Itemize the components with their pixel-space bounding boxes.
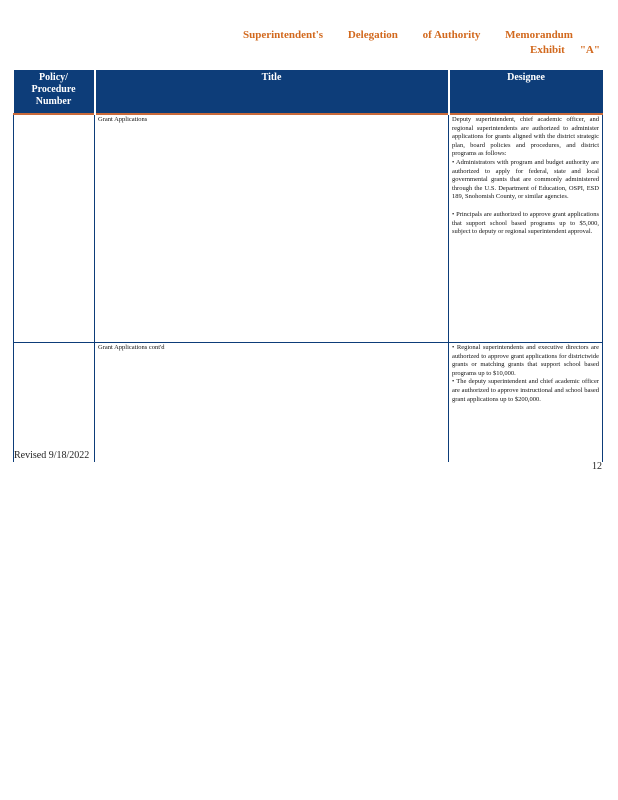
column-header-title: Title [95, 70, 449, 114]
revised-date: Revised 9/18/2022 [14, 450, 90, 461]
table-header-row [14, 70, 603, 114]
title-cell: Grant Applications [95, 114, 449, 343]
designee-paragraph: • Administrators with program and budget authority are authorized to apply for federal, state and local governmental grants that are commonly administered through the U.S. Department of Education, OSPI, ESD 189, Snohomish County, or similar agencies. [452, 158, 599, 201]
title-word: Memorandum [505, 29, 573, 41]
memo-title-line1 [243, 29, 573, 41]
title-word: Superintendent's [243, 29, 324, 41]
title-word: of Authority [422, 29, 481, 41]
designee-paragraph: Deputy superintendent, chief academic officer, and regional superintendents are authorized to administer applications for grants aligned with the district strategic plan, board policies and procedures, and district programs as follows: [452, 116, 599, 158]
delegation-table [13, 70, 603, 462]
designee-paragraph: • Principals are authorized to approve grant applications that support school based programs up to $5,000, subject to deputy or regional superintendent approval. [452, 210, 599, 236]
table-row [14, 114, 603, 343]
table-row [14, 343, 603, 463]
column-header-designee: Designee [449, 70, 603, 114]
column-header-policy-number: Policy/ Procedure Number [14, 70, 95, 114]
memo-title-line2 [530, 44, 600, 56]
designee-paragraph: • The deputy superintendent and chief academic officer are authorized to approve instructional and school based grant applications up to $200,000. [452, 378, 599, 403]
title-word: "A" [579, 44, 600, 56]
designee-paragraph: • Regional superintendents and executive directors are authorized to approve grant applications for districtwide grants or matching grants that support school based programs up to $10,000. [452, 344, 599, 377]
policy-number-cell [14, 343, 95, 463]
policy-number-cell [14, 114, 95, 343]
title-cell: Grant Applications cont'd [95, 343, 449, 463]
title-word: Exhibit [530, 44, 565, 56]
page-number: 12 [592, 461, 602, 472]
title-word: Delegation [347, 29, 398, 41]
designee-cell [449, 114, 603, 343]
designee-cell [449, 343, 603, 463]
